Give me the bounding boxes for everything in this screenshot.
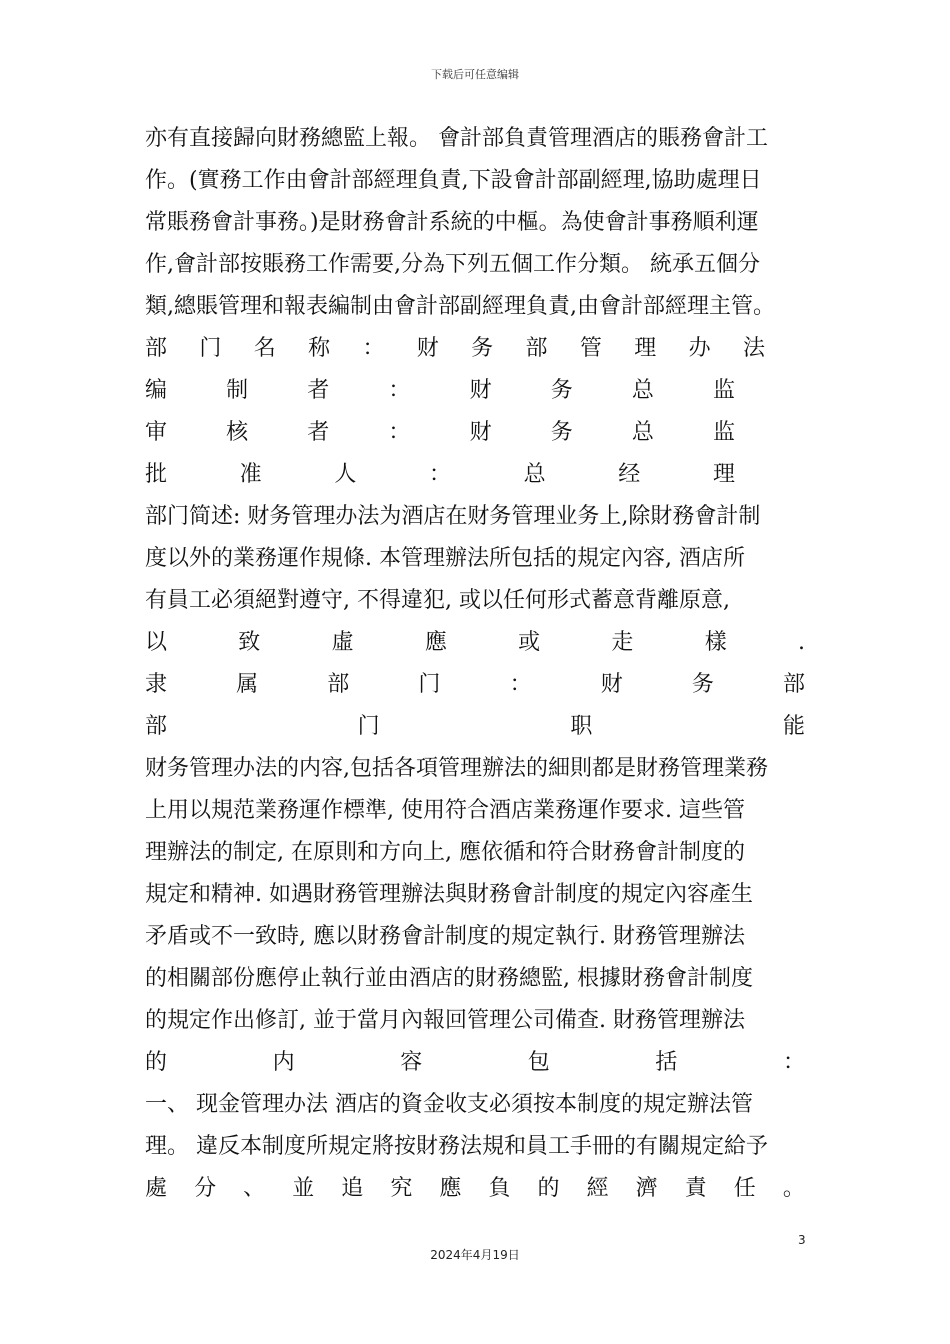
justified-char: 者 [307,420,330,445]
justified-char: 任 [733,1176,756,1201]
justified-char: 办 [688,336,711,361]
justified-char: 财 [600,672,623,697]
justified-char: 总 [631,420,654,445]
text-line: 常賬務會計事務。)是財務會計系統的中樞。為使會計事務順利運 [145,210,759,235]
text-line-justified [145,622,805,664]
affiliated-dept-line [145,664,805,706]
text-line-justified [145,1168,805,1210]
justified-char: 门 [357,714,380,739]
justified-char: 分 [194,1176,217,1201]
text-line: 類,總賬管理和報表編制由會計部副經理負責,由會計部經理主管。 [145,294,775,319]
text-line: 的相關部份應停止執行並由酒店的財務總監, 根據財務會計制度 [145,966,753,991]
justified-char: 务 [471,336,494,361]
justified-char: 處 [145,1176,168,1201]
justified-char: 门 [418,672,441,697]
justified-char: 、 [243,1176,266,1201]
justified-char: 财 [416,336,439,361]
justified-char: 监 [712,420,735,445]
justified-char: 的 [145,1050,168,1075]
justified-char: 。 [782,1176,805,1201]
justified-char: 者 [307,378,330,403]
reviewer-line [145,412,735,454]
page-header: 下载后可任意编辑 [431,68,519,81]
justified-char: 总 [631,378,654,403]
text-line: 作,會計部按賬務工作需要,分為下列五個工作分類。 統承五個分 [145,252,760,277]
justified-char: 理 [634,336,657,361]
justified-char: 门 [199,336,222,361]
justified-char: 经 [618,462,641,487]
document-body [145,118,805,1210]
text-line: 作。(實務工作由會計部經理負責,下設會計部副經理,協助處理日 [145,168,762,193]
justified-char: 制 [226,378,249,403]
justified-char: 法 [742,336,765,361]
justified-char: 追 [341,1176,364,1201]
justified-char: 编 [145,378,168,403]
dept-name-line [145,328,765,370]
justified-char: 括 [655,1050,678,1075]
justified-char: 务 [550,420,573,445]
justified-char: 虛 [331,630,354,655]
justified-char: 管 [579,336,602,361]
justified-char: 批 [145,462,168,487]
justified-char: 包 [527,1050,550,1075]
justified-char: 負 [488,1176,511,1201]
justified-char: 理 [712,462,735,487]
justified-char: 以 [145,630,168,655]
justified-char: 务 [550,378,573,403]
justified-char: 的 [537,1176,560,1201]
text-line: 的規定作出修訂, 並于當月內報回管理公司備查. 財務管理辦法 [145,1008,745,1033]
justified-char: ： [428,462,451,487]
justified-char: 人 [334,462,357,487]
justified-char: . [797,630,805,655]
justified-char: ： [388,420,411,445]
justified-char: 内 [272,1050,295,1075]
text-line: 部门简述: 财务管理办法为酒店在财务管理业务上,除財務會計制 [145,504,761,529]
justified-char: 财 [469,378,492,403]
justified-char: 部 [525,336,548,361]
page-footer-date: 2024年4月19日 [430,1248,520,1262]
justified-char: 部 [145,714,168,739]
intro-paragraph [145,118,805,328]
text-line: 一、 现金管理办法 酒店的資金收支必須按本制度的規定辦法管 [145,1092,753,1117]
justified-char: 名 [253,336,276,361]
text-line: 規定和精神. 如遇財務管理辦法與財務會計制度的規定內容產生 [145,882,753,907]
dept-function-paragraph [145,748,805,1084]
justified-char: 致 [238,630,261,655]
text-line: 亦有直接歸向財務總監上報。 會計部負責管理酒店的賬務會計工 [145,126,768,151]
justified-char: 或 [518,630,541,655]
content-heading [145,1042,805,1084]
justified-char: 樣 [704,630,727,655]
justified-char: 称 [308,336,331,361]
document-info-block [145,328,805,496]
justified-char: 究 [390,1176,413,1201]
justified-char: 职 [570,714,593,739]
justified-char: ： [362,336,385,361]
cash-management-section [145,1084,805,1210]
text-line: 理。 違反本制度所規定將按財務法規和員工手冊的有關規定給予 [145,1134,768,1159]
justified-char: 經 [586,1176,609,1201]
justified-char: 隶 [145,672,168,697]
justified-char: 應 [424,630,447,655]
text-line: 财务管理办法的内容,包括各項管理辦法的細則都是財務管理業務 [145,756,768,781]
page-number: 3 [798,1233,806,1247]
justified-char: 务 [691,672,714,697]
justified-char: 部 [145,336,168,361]
dept-description [145,496,805,664]
justified-char: 應 [439,1176,462,1201]
text-line: 理辦法的制定, 在原則和方向上, 應依循和符合財務會計制度的 [145,840,745,865]
text-line: 有員工必須絕對遵守, 不得違犯, 或以任何形式蓄意背離原意, [145,588,730,613]
justified-char: ： [509,672,532,697]
justified-char: 走 [611,630,634,655]
approver-line [145,454,735,496]
compiler-line [145,370,735,412]
justified-char: ： [388,378,411,403]
dept-function-heading [145,706,805,748]
text-line: 上用以規范業務運作標準, 使用符合酒店業務運作要求. 這些管 [145,798,745,823]
justified-char: 准 [239,462,262,487]
justified-char: 濟 [635,1176,658,1201]
text-line: 矛盾或不一致時, 應以財務會計制度的規定執行. 財務管理辦法 [145,924,745,949]
justified-char: 监 [712,378,735,403]
text-line: 度以外的業務運作規條. 本管理辦法所包括的規定內容, 酒店所 [145,546,745,571]
justified-char: 审 [145,420,168,445]
justified-char: 容 [400,1050,423,1075]
justified-char: 属 [236,672,259,697]
justified-char: 总 [523,462,546,487]
justified-char: 並 [292,1176,315,1201]
justified-char: 核 [226,420,249,445]
justified-char: ： [782,1050,805,1075]
justified-char: 能 [782,714,805,739]
justified-char: 部 [327,672,350,697]
justified-char: 财 [469,420,492,445]
justified-char: 部 [782,672,805,697]
justified-char: 責 [684,1176,707,1201]
